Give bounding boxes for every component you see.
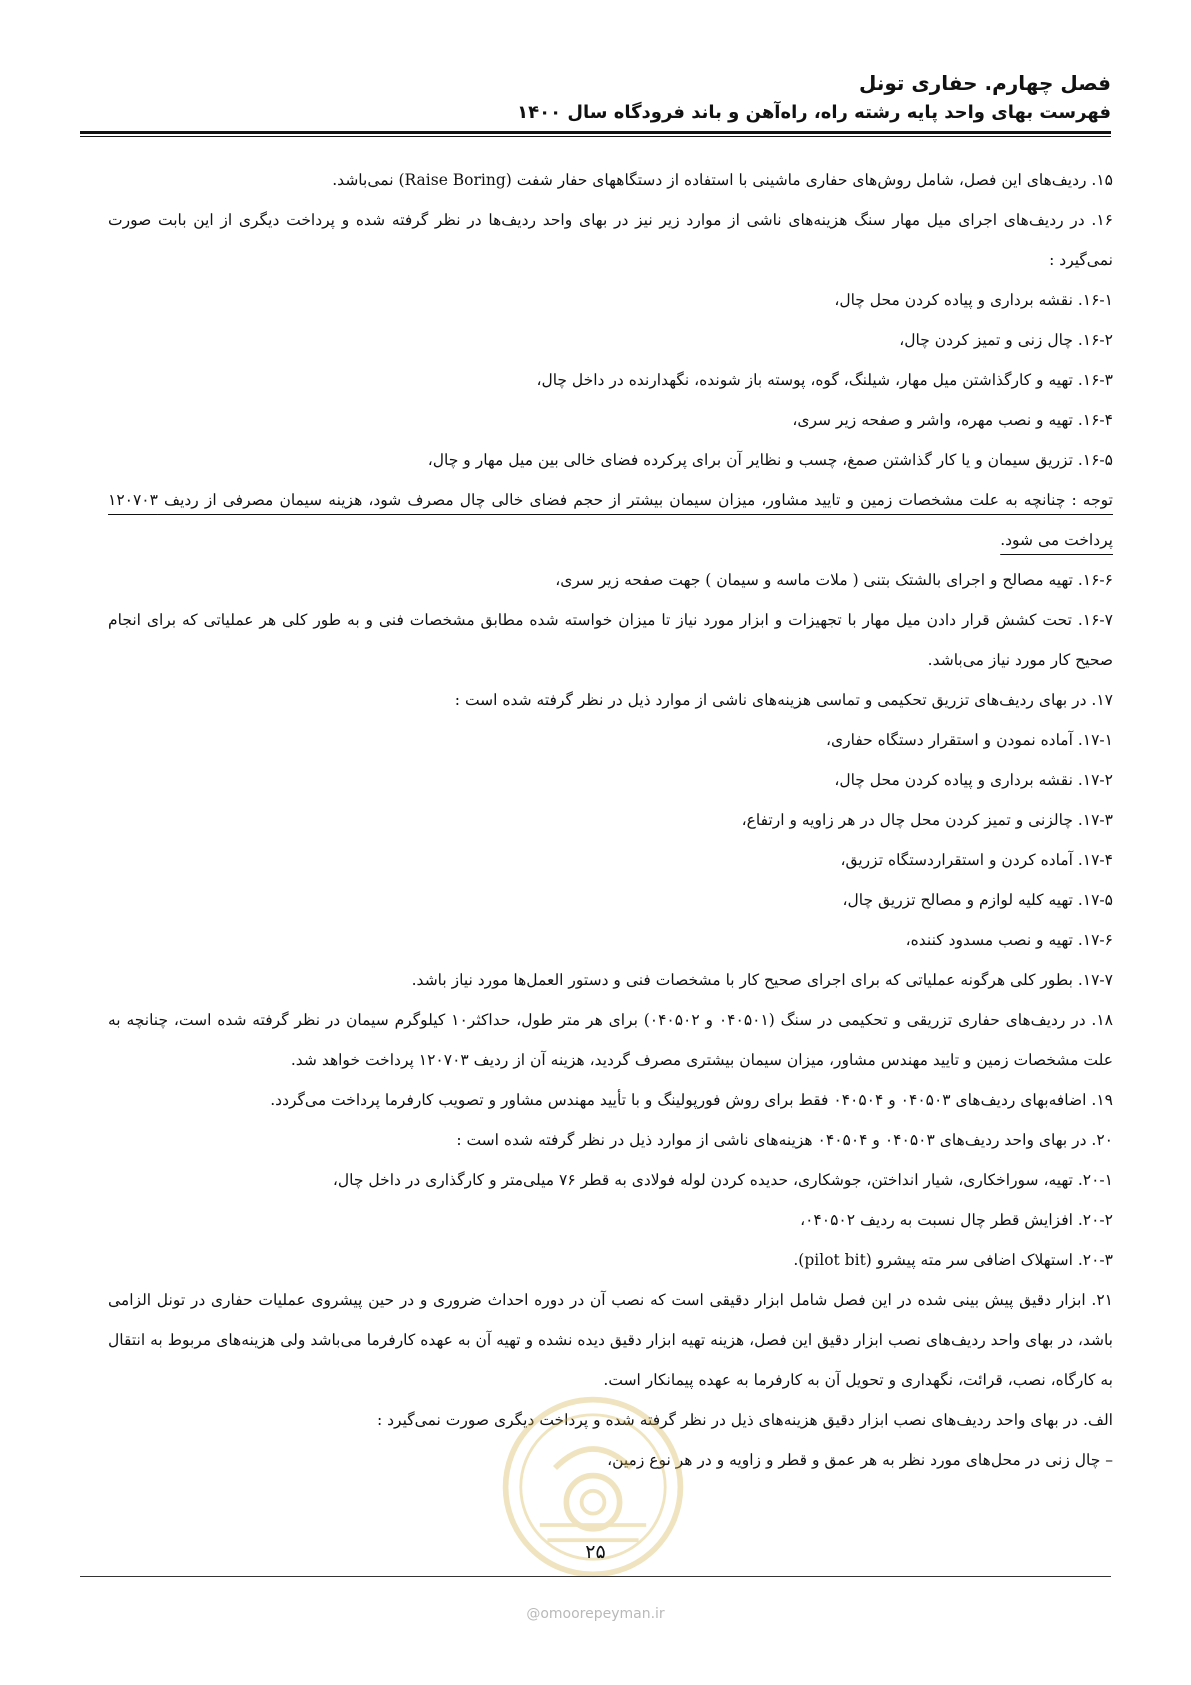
- item-16-3: ۱۶-۳. تهیه و کارگذاشتن میل مهار، شیلنگ، گوه، پوسته باز شونده، نگهدارنده در داخل چال،: [536, 371, 1113, 389]
- paragraph-18: ۱۸. در ردیف‌های حفاری تزریقی و تحکیمی در سنگ (۰۴۰۵۰۱ و ۰۴۰۵۰۲) برای هر متر طول، حداکثر۱۰ کیلوگرم سیمان در نظر گرفته شده است، چنانچه به علت مشخصات زمین و تایید مهندس مشاور، میزان سیمان بیشتری مصرف گردید، هزینه آن از ردیف ۱۲۰۷۰۳ پرداخت خواهد شد.: [108, 1011, 1114, 1069]
- header-rule-thick: [80, 131, 1111, 134]
- header-rule-thin: [80, 136, 1111, 137]
- item-16-7: ۱۶-۷. تحت کشش قرار دادن میل مهار با تجهیزات و ابزار مورد نیاز تا میزان خواسته شده مطابق مشخصات فنی و به طور کلی هر عملیاتی که برای انجام صحیح کار مورد نیاز می‌باشد.: [108, 611, 1113, 669]
- page-header: [81, 68, 1111, 128]
- item-17-5: ۱۷-۵. تهیه کلیه لوازم و مصالح تزریق چال،: [842, 891, 1113, 909]
- item-17-3: ۱۷-۳. چالزنی و تمیز کردن محل چال در هر زاویه و ارتفاع،: [741, 811, 1113, 829]
- document-body: [108, 160, 1113, 1480]
- chapter-title: فصل چهارم. حفاری تونل: [858, 71, 1111, 95]
- paragraph-19: ۱۹. اضافه‌بهای ردیف‌های ۰۴۰۵۰۳ و ۰۴۰۵۰۴ فقط برای روش فورپولینگ و با تأیید مهندس مشاور و تصویب کارفرما پرداخت می‌گردد.: [270, 1091, 1113, 1109]
- website-watermark: @omoorepeyman.ir: [526, 1606, 665, 1622]
- item-17-4: ۱۷-۴. آماده کردن و استقراردستگاه تزریق،: [840, 851, 1113, 869]
- item-16-4: ۱۶-۴. تهیه و نصب مهره، واشر و صفحه زیر سری،: [792, 411, 1113, 429]
- page-number: ۲۵: [585, 1541, 606, 1563]
- paragraph-15: ۱۵. ردیف‌های این فصل، شامل روش‌های حفاری ماشینی با استفاده از دستگاههای حفار شفت (Raise Boring) نمی‌باشد.: [332, 171, 1113, 189]
- paragraph-16: ۱۶. در ردیف‌های اجرای میل مهار سنگ هزینه‌های ناشی از موارد زیر نیز در بهای واحد ردیف‌ها در نظر گرفته شده و پرداخت دیگری از این بابت صورت نمی‌گیرد :: [108, 211, 1113, 269]
- item-20-2: ۲۰-۲. افزایش قطر چال نسبت به ردیف ۰۴۰۵۰۲،: [800, 1211, 1113, 1229]
- paragraph-17: ۱۷. در بهای ردیف‌های تزریق تحکیمی و تماسی هزینه‌های ناشی از موارد ذیل در نظر گرفته شده است :: [454, 691, 1113, 709]
- item-16-6: ۱۶-۶. تهیه مصالح و اجرای بالشتک بتنی ( ملات ماسه و سیمان ) جهت صفحه زیر سری،: [555, 571, 1113, 589]
- item-17-1: ۱۷-۱. آماده نمودن و استقرار دستگاه حفاری،: [825, 731, 1113, 749]
- paragraph-21: ۲۱. ابزار دقیق پیش بینی شده در این فصل شامل ابزار دقیقی است که نصب آن در دوره احداث ضروری و در حین پیشروی عملیات حفاری در تونل الزامی باشد، در بهای واحد ردیف‌های نصب ابزار دقیق این فصل، هزینه تهیه ابزار دقیق دیده نشده و تهیه آن به عهده کارفرما می‌باشد ولی هزینه‌های مربوط به انتقال به کارگاه، نصب، قرائت، نگهداری و تحویل آن به کارفرما به عهده پیمانکار است.: [108, 1291, 1113, 1389]
- note-paragraph: توجه : چنانچه به علت مشخصات زمین و تایید مشاور، میزان سیمان بیشتر از حجم فضای خالی چال مصرف شود، هزینه سیمان مصرفی از ردیف ۱۲۰۷۰۳ پرداخت می شود.: [108, 491, 1113, 549]
- item-16-2: ۱۶-۲. چال زنی و تمیز کردن چال،: [899, 331, 1113, 349]
- document-subtitle: فهرست بهای واحد پایه رشته راه، راه‌آهن و باند فرودگاه سال ۱۴۰۰: [517, 102, 1111, 123]
- paragraph-20: ۲۰. در بهای واحد ردیف‌های ۰۴۰۵۰۳ و ۰۴۰۵۰۴ هزینه‌های ناشی از موارد ذیل در نظر گرفته شده است :: [456, 1131, 1113, 1149]
- item-17-2: ۱۷-۲. نقشه برداری و پیاده کردن محل چال،: [834, 771, 1113, 789]
- item-17-6: ۱۷-۶. تهیه و نصب مسدود کننده،: [905, 931, 1113, 949]
- item-20-3: ۲۰-۳. استهلاک اضافی سر مته پیشرو (pilot bit).: [793, 1251, 1113, 1269]
- paragraph-21-alef: الف. در بهای واحد ردیف‌های نصب ابزار دقیق هزینه‌های ذیل در نظر گرفته شده و پرداخت دیگری صورت نمی‌گیرد :: [376, 1411, 1113, 1429]
- item-16-1: ۱۶-۱. نقشه برداری و پیاده کردن محل چال،: [834, 291, 1113, 309]
- item-20-1: ۲۰-۱. تهیه، سوراخکاری، شیار انداختن، جوشکاری، حدیده کردن لوله فولادی به قطر ۷۶ میلی‌متر و کارگذاری در داخل چال،: [332, 1171, 1113, 1189]
- item-16-5: ۱۶-۵. تزریق سیمان و یا کار گذاشتن صمغ، چسب و نظایر آن برای پرکرده فضای خالی بین میل مهار و چال،: [427, 451, 1113, 469]
- paragraph-21-dash-item: – چال زنی در محل‌های مورد نظر به هر عمق و قطر و زاویه و در هر نوع زمین،: [607, 1451, 1113, 1469]
- footer-rule: [80, 1576, 1111, 1577]
- item-17-7: ۱۷-۷. بطور کلی هرگونه عملیاتی که برای اجرای صحیح کار با مشخصات فنی و دستور العمل‌ها مورد نیاز باشد.: [411, 971, 1113, 989]
